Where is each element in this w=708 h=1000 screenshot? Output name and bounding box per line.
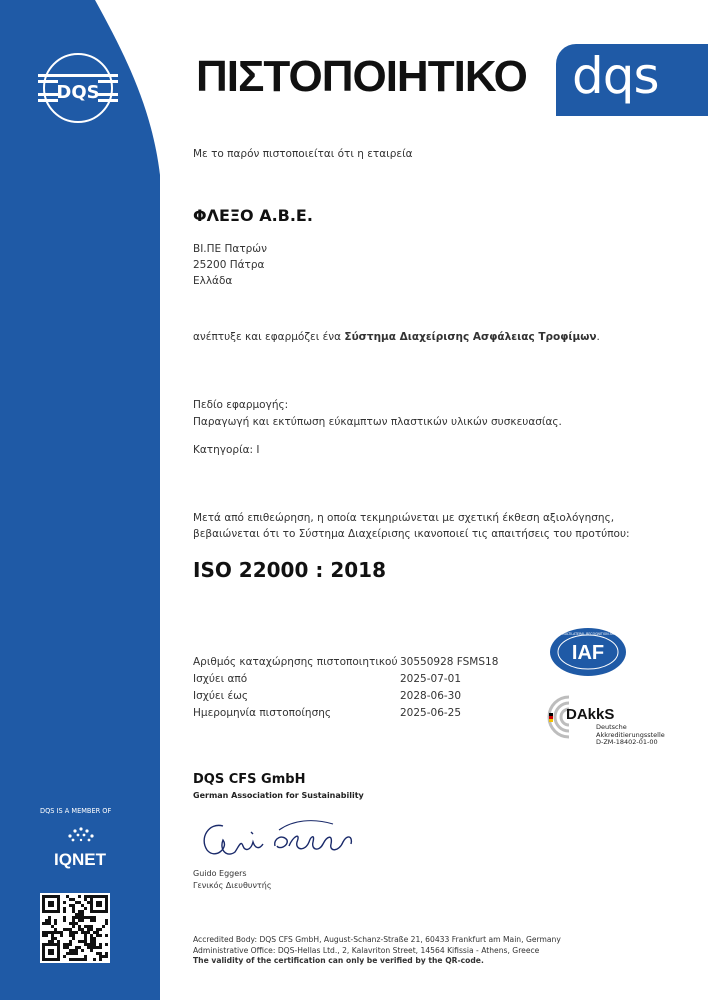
dqs-seal-text: DQS — [56, 82, 100, 103]
dakks-code: D-ZM-18402-01-00 — [596, 738, 658, 747]
signer-name: Guido Eggers — [193, 869, 247, 878]
dakks-line-2: Akkreditierungsstelle — [596, 730, 665, 739]
table-row — [193, 687, 498, 704]
scope-text: Παραγωγή και εκτύπωση εύκαμπτων πλαστικών υλικών συσκευασίας. — [193, 416, 562, 428]
iaf-logo — [541, 626, 635, 678]
iqnet-logo — [44, 822, 116, 872]
scope-section — [193, 397, 562, 431]
dakks-name: DAkkS — [566, 706, 615, 723]
system-statement — [193, 331, 600, 343]
dqs-logo-box — [556, 44, 708, 116]
registration-value: 30550928 FSMS18 — [400, 655, 499, 668]
dqs-logo-text: dqs — [572, 47, 659, 105]
org-subtitle: German Association for Sustainability — [193, 791, 364, 800]
table-row — [193, 670, 498, 687]
registration-label: Αριθμός καταχώρησης πιστοποιητικού — [193, 655, 398, 668]
company-address — [193, 241, 267, 289]
system-prefix: ανέπτυξε και εφαρμόζει ένα — [193, 331, 345, 343]
qr-code[interactable] — [40, 893, 110, 963]
footer-text — [193, 935, 561, 967]
registration-table — [193, 653, 498, 721]
valid-until-value: 2028-06-30 — [400, 689, 462, 702]
iqnet-text: IQNET — [54, 850, 106, 869]
signature-image — [193, 812, 363, 868]
iaf-ring-text: MEMBER OF MULTILATERAL RECOGNITION ARRANGEMENT — [541, 632, 635, 636]
iaf-text: IAF — [571, 642, 605, 664]
valid-from-label: Ισχύει από — [193, 672, 248, 685]
address-line-2: 25200 Πάτρα — [193, 259, 265, 271]
iqnet-member-label: DQS IS A MEMBER OF — [40, 807, 112, 815]
dakks-line-1: Deutsche — [596, 723, 627, 731]
system-suffix: . — [596, 331, 600, 343]
address-line-1: ΒΙ.ΠΕ Πατρών — [193, 243, 267, 255]
table-row — [193, 704, 498, 721]
intro-text: Με το παρόν πιστοποιείται ότι η εταιρεία — [193, 148, 413, 160]
footer-line-2: Administrative Office: DQS-Hellas Ltd., 2, Kalavriton Street, 14564 Kifissia - Athens, Greece — [193, 945, 540, 955]
footer-line-3: The validity of the certification can only be verified by the QR-code. — [193, 956, 484, 965]
org-name: DQS CFS GmbH — [193, 772, 306, 787]
footer-line-1: Accredited Body: DQS CFS GmbH, August-Schanz-Straße 21, 60433 Frankfurt am Main, Germany — [193, 935, 561, 944]
table-row — [193, 653, 498, 670]
audit-line-2: βεβαιώνεται ότι το Σύστημα Διαχείρισης ικανοποιεί τις απαιτήσεις του προτύπου: — [193, 528, 630, 540]
signer-title: Γενικός Διευθυντής — [193, 881, 272, 890]
standard-name: ISO 22000 : 2018 — [193, 558, 386, 582]
certificate-title: ΠΙΣΤΟΠΟΙΗΤΙΚΟ — [196, 52, 527, 101]
system-name: Σύστημα Διαχείρισης Ασφάλειας Τροφίμων — [344, 331, 597, 343]
scope-label: Πεδίο εφαρμογής: — [193, 399, 289, 411]
address-line-3: Ελλάδα — [193, 275, 233, 287]
signer-block — [193, 868, 272, 892]
audit-statement — [193, 510, 630, 542]
certification-date-label: Ημερομηνία πιστοποίησης — [193, 706, 332, 719]
valid-from-value: 2025-07-01 — [400, 672, 462, 685]
company-name: ΦΛΕΞΟ Α.Β.Ε. — [193, 206, 313, 225]
valid-until-label: Ισχύει έως — [193, 689, 249, 702]
audit-line-1: Μετά από επιθεώρηση, η οποία τεκμηριώνεται με σχετική έκθεση αξιολόγησης, — [193, 512, 615, 524]
dqs-seal-logo — [34, 44, 122, 132]
dakks-details — [596, 724, 665, 747]
certification-date-value: 2025-06-25 — [400, 706, 462, 719]
scope-category: Κατηγορία: I — [193, 444, 260, 456]
